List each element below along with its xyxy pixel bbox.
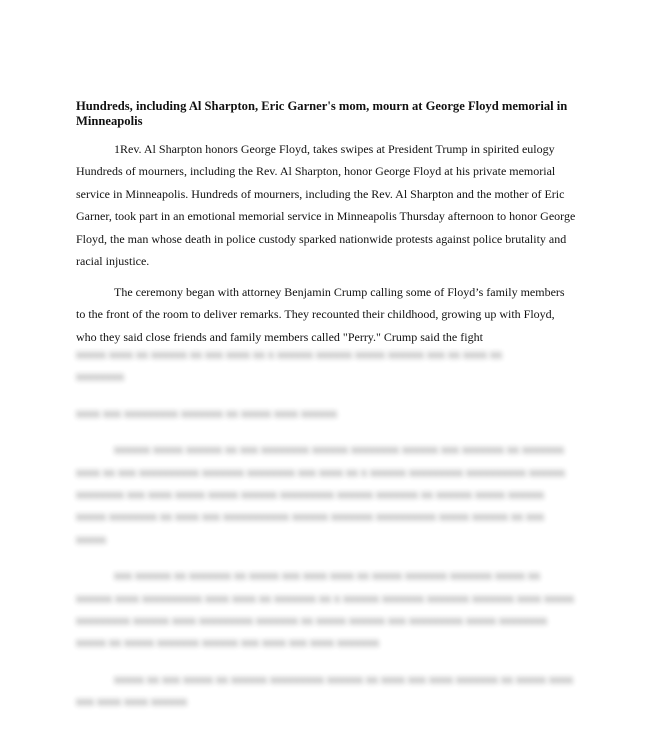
- paragraph-1: 1Rev. Al Sharpton honors George Floyd, takes swipes at President Trump in spirited eulogy Hundreds of mourners, including the Rev. Al Sharpton, honor George Floyd at his private memorial service in Minneapolis. Hundreds of mourners, including the Rev. Al Sharpton and the mother of Eric Garner, took part in an emotional memorial service in Minneapolis Thursday afternoon to honor George Floyd, the man whose death in police custody sparked nationwide protests against police brutality and racial injustice.: [76, 142, 576, 269]
- blurred-preview-text: xxxxx xxxx xx xxxxxx xx xxx xxxx xx x xxxxxx xxxxxx xxxxx xxxxxx xxx xx xxxx xx xxxxxxxx xxxx xxx xxxxxxxxx xxxxxxx xx xxxxx xxxx xxxxxx xxxxxx xxxxx xxxxxx xx xxx xxxxxxxx xxxxxx xxxxxxxx xxxxxx xxx xxxxxxx xx xxxxxxx xxxx xx xxx xxxxxxxxxx xxxxxxx xxxxxxxx xxx xxxx xx x xxxxxx xxxxxxxxx xxxxxxxxxx xxxxxx xxxxxxxx xxx xxxx xxxxx xxxxx xxxxxx xxxxxxxxx xxxxxx xxxxxxx xx xxxxxx xxxxx xxxxxx xxxxx xxxxxxxx xx xxxx xxx xxxxxxxxxxx xxxxxx xxxxxxx xxxxxxxxxx xxxxx xxxxxx xx xxx xxxxx xxx xxxxxx xx xxxxxxx xx xxxxx xxx xxxx xxxx xx xxxxx xxxxxxx xxxxxxx xxxxx xx xxxxxx xxxx xxxxxxxxxx xxxx xxxx xx xxxxxxx xx x xxxxxx xxxxxxx xxxxxxx xxxxxxx xxxx xxxxx xxxxxxxxx xxxxxx xxxx xxxxxxxxx xxxxxxx xx xxxxx xxxxxx xxx xxxxxxxxx xxxxx xxxxxxxx xxxxx xx xxxxx xxxxxxx xxxxxx xxx xxxx xxx xxxx xxxxxxx xxxxx xx xxx xxxxx xx xxxxxx xxxxxxxxx xxxxxx xx xxxx xxx xxxx xxxxxxx xx xxxxx xxxx xxx xxxx xxxx xxxxxx: [76, 347, 574, 709]
- paragraph-2: The ceremony began with attorney Benjamin Crump calling some of Floyd’s family members to the front of the room to deliver remarks. They recounted their childhood, growing up with Floyd, who they said close friends and family members called "Perry." Crump said the fight: [76, 285, 565, 344]
- document-title: Hundreds, including Al Sharpton, Eric Garner's mom, mourn at George Floyd memorial in Minneapolis: [76, 99, 568, 128]
